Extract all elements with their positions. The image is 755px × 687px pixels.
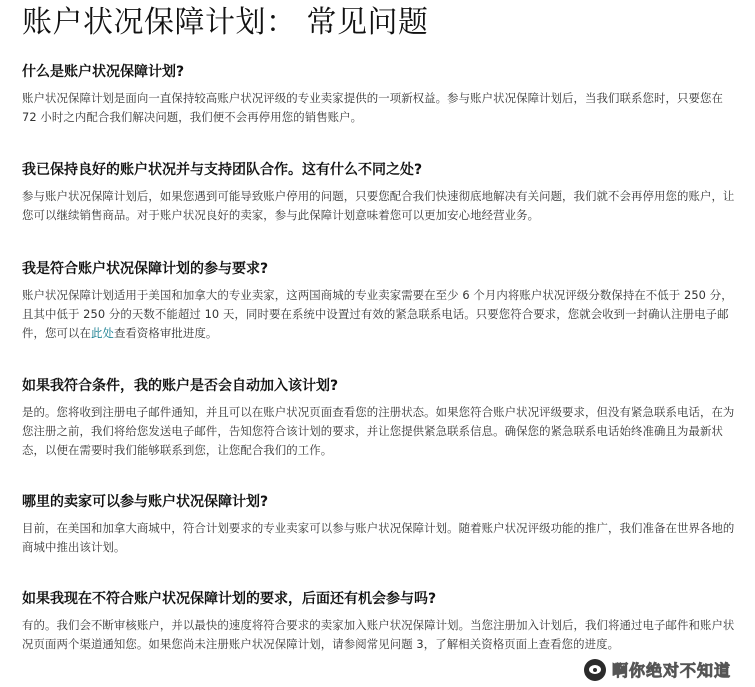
- eye-logo-icon: [584, 659, 606, 681]
- faq-answer: 是的。您将收到注册电子邮件通知，并且可以在账户状况页面查看您的注册状态。如果您符合账户状况评级要求，但没有紧急联系电话，在为您注册之前，我们将给您发送电子邮件，告知您符合该计划的要求，并让您提供紧急联系信息。确保您的紧急联系电话始终准确且为最新状态，以便在需要时我们能够联系到您，让您配合我们的工作。: [22, 405, 735, 457]
- faq-item-2: [22, 160, 737, 225]
- faq-question: 哪里的卖家可以参与账户状况保障计划?: [22, 494, 269, 510]
- faq-answer: 有的。我们会不断审核账户，并以最快的速度将符合要求的卖家加入账户状况保障计划。当您注册加入计划后，我们将通过电子邮件和账户状况页面两个渠道通知您。如果您尚未注册账户状况保障计划，请参阅常见问题 3，了解相关资格页面上查看您的进度。: [22, 618, 735, 651]
- faq-item-6: [22, 589, 737, 654]
- faq-item-1: [22, 62, 737, 127]
- faq-question: 我是符合账户状况保障计划的参与要求?: [22, 261, 269, 277]
- status-page-link[interactable]: 此处: [90, 326, 114, 340]
- faq-question: 如果我现在不符合账户状况保障计划的要求，后面还有机会参与吗?: [22, 591, 437, 607]
- faq-question: 什么是账户状况保障计划?: [22, 64, 185, 80]
- faq-page: [22, 0, 737, 651]
- faq-question: 我已保持良好的账户状况并与支持团队合作。这有什么不同之处?: [22, 162, 423, 178]
- watermark: [580, 656, 735, 683]
- faq-answer-text: 账户状况保障计划适用于美国和加拿大的专业卖家，这两国商城的专业卖家需要在至少 6 个月内将账户状况评级分数保持在不低于 250 分，且其中低于 250 分的天数不能超过 10 天，同时要在系统中设置过有效的紧急联系电话。只要您符合要求，您就会收到一封确认注册电子邮件，您可以在: [22, 288, 733, 340]
- faq-item-5: [22, 492, 737, 557]
- faq-answer: 参与账户状况保障计划后，如果您遇到可能导致账户停用的问题，只要您配合我们快速彻底地解决有关问题，我们就不会再停用您的账户，让您可以继续销售商品。对于账户状况良好的卖家，参与此保障计划意味着您可以更加安心地经营业务。: [22, 189, 735, 222]
- faq-item-4: [22, 376, 737, 460]
- faq-item-3: [22, 259, 737, 343]
- faq-question: 如果我符合条件，我的账户是否会自动加入该计划?: [22, 378, 339, 394]
- page-title: 账户状况保障计划： 常见问题: [22, 5, 429, 40]
- faq-answer: 目前，在美国和加拿大商城中，符合计划要求的专业卖家可以参与账户状况保障计划。随着账户状况评级功能的推广，我们准备在世界各地的商城中推出该计划。: [22, 521, 735, 554]
- faq-answer-text: 查看资格审批进度。: [113, 326, 218, 340]
- faq-answer: 账户状况保障计划是面向一直保持较高账户状况评级的专业卖家提供的一项新权益。参与账户状况保障计划后，当我们联系您时，只要您在 72 小时之内配合我们解决问题，我们便不会再停用您的销售账户。: [22, 91, 723, 124]
- watermark-text: 啊你绝对不知道: [611, 661, 731, 680]
- faq-answer: [22, 286, 737, 343]
